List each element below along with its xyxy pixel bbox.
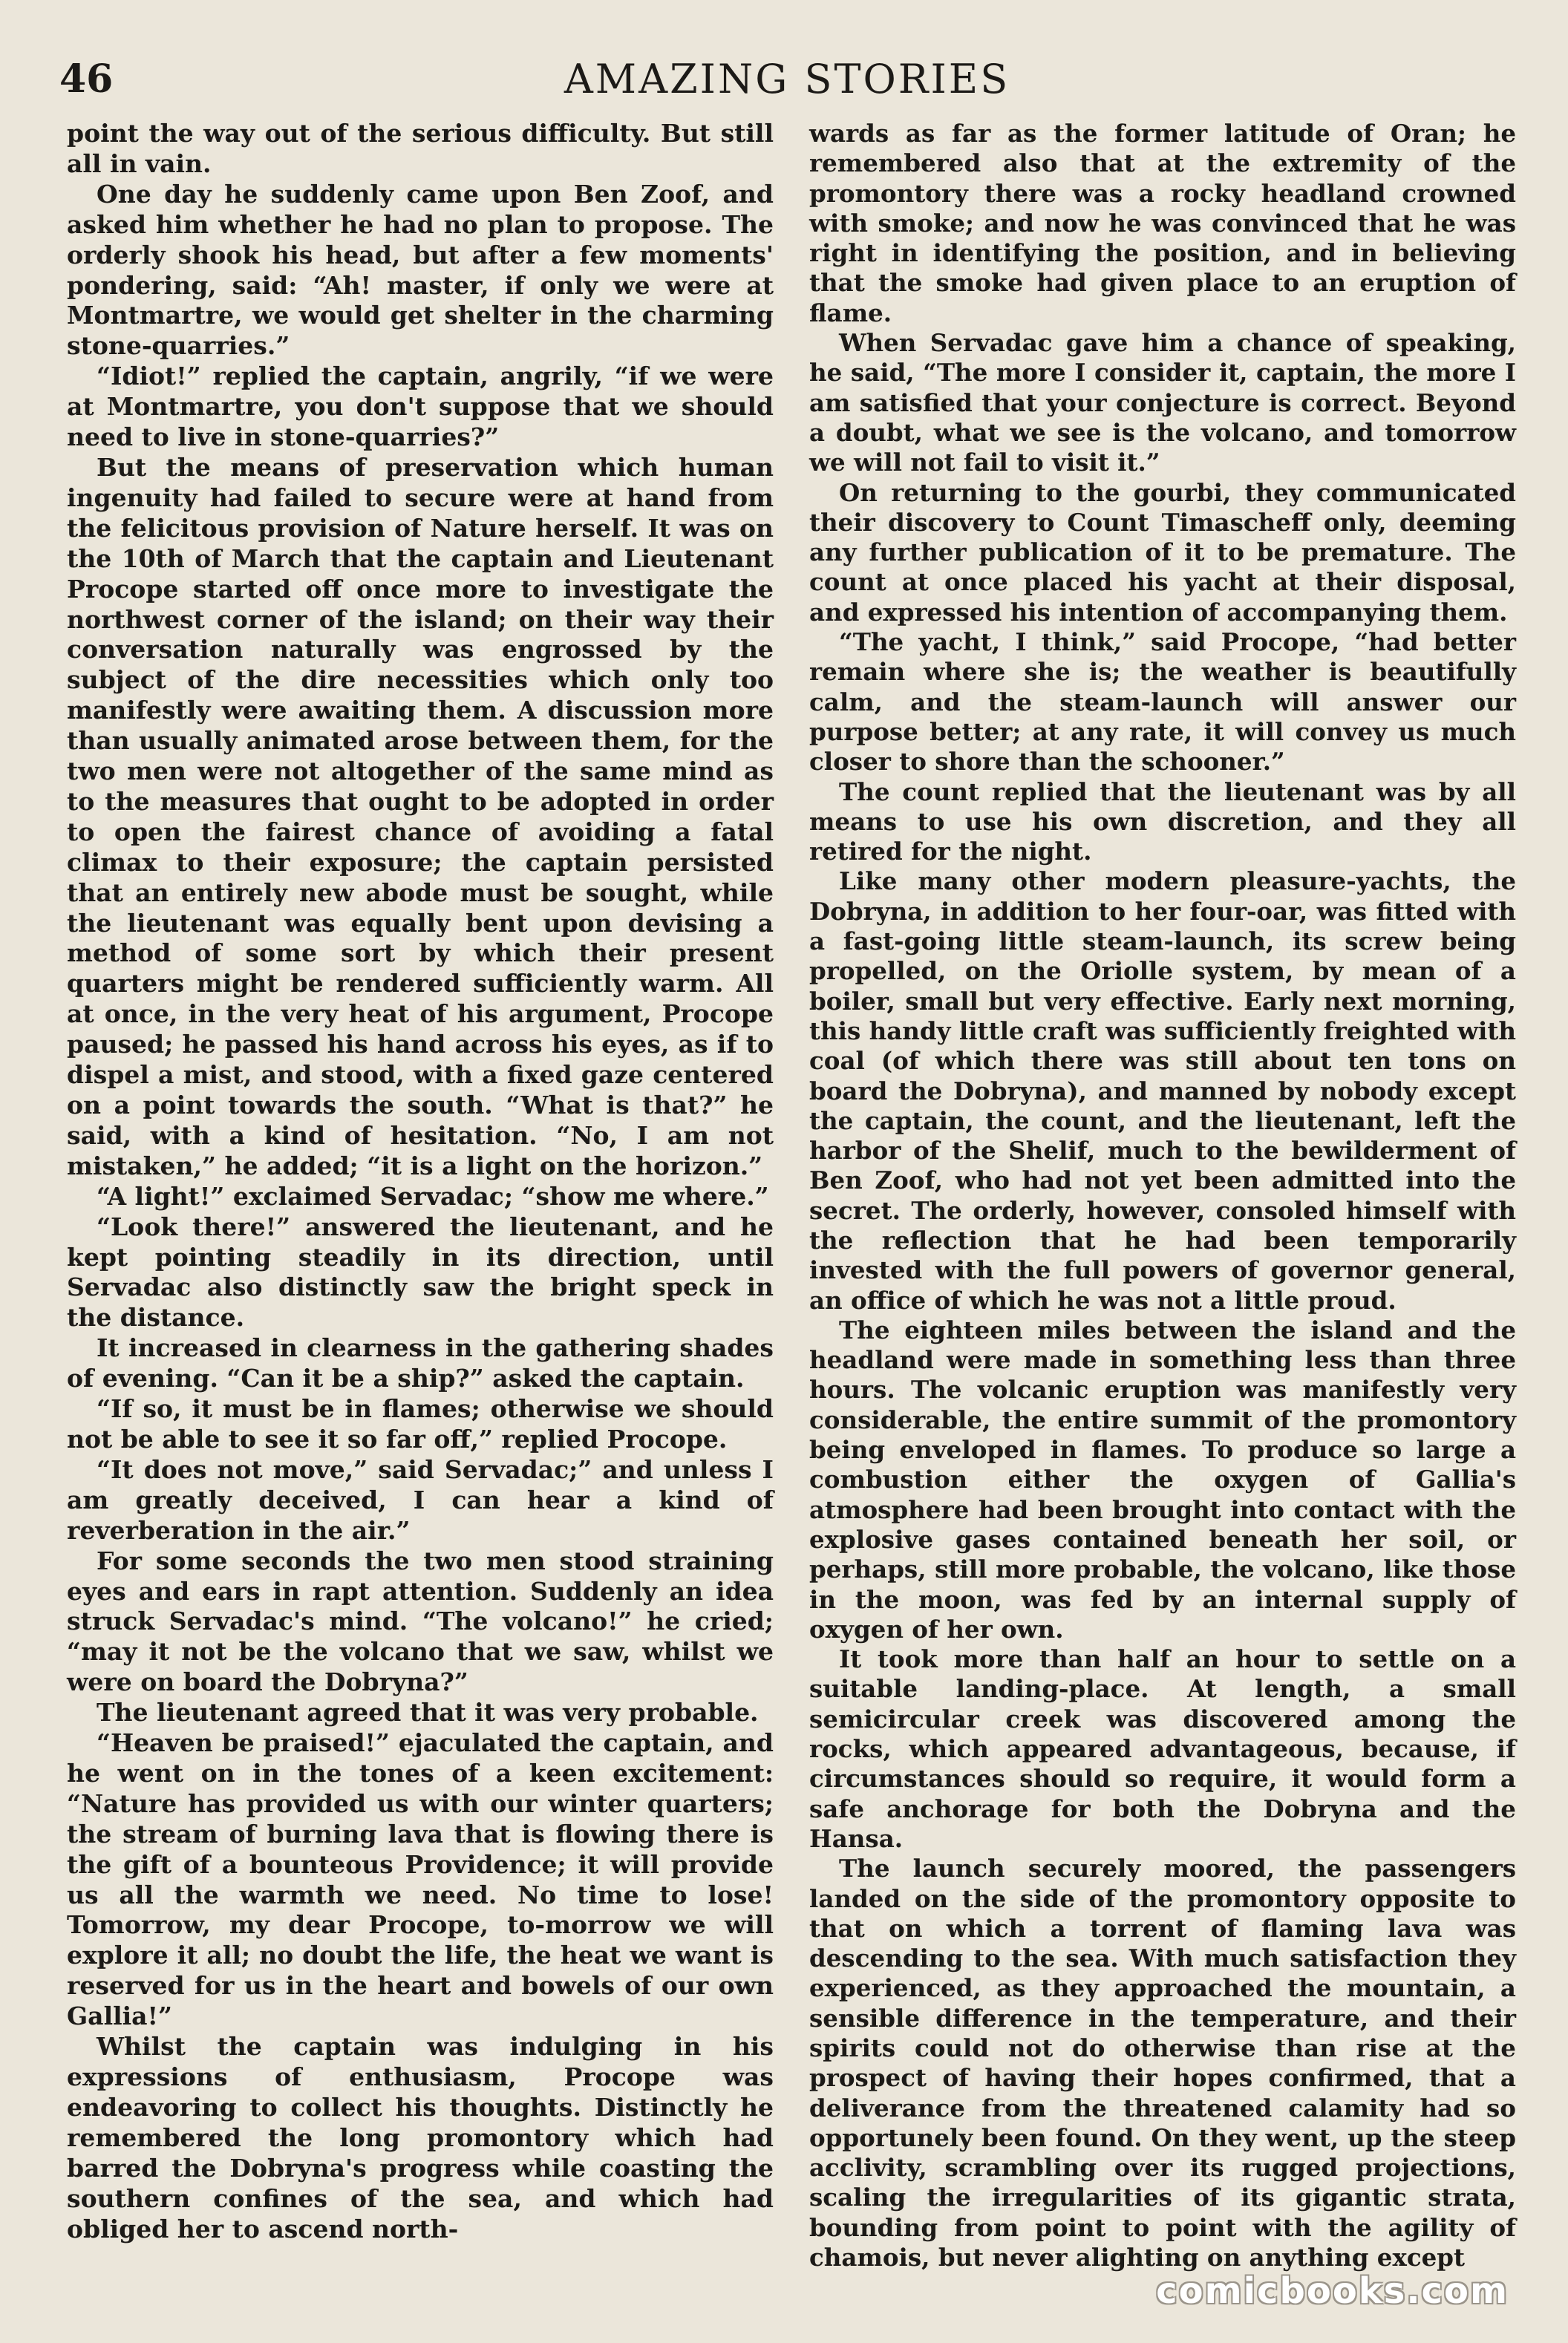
paragraph: “If so, it must be in flames; otherwise we should not be able to see it so far off,” replied Procope. — [67, 1394, 774, 1454]
paragraph: “Heaven be praised!” ejaculated the captain, and he went on in the tones of a keen excitement: “Nature has provided us with our winter quarters; the stream of burning lava that is flowing there is the gift of a bounteous Providence; it will provide us all the warmth we need. No time to lose! Tomorrow, my dear Procope, to-morrow we will explore it all; no doubt the life, the heat we want is reserved for us in the heart and bowels of our own Gallia!” — [67, 1728, 774, 2031]
left-text-column — [67, 119, 774, 2244]
paragraph: But the means of preservation which human ingenuity had failed to secure were at hand from the felicitous provision of Nature herself. It was on the 10th of March that the captain and Lieutenant Procope started off once more to investigate the northwest corner of the island; on their way their conversation naturally was engrossed by the subject of the dire necessities which only too manifestly were awaiting them. A discussion more than usually animated arose between them, for the two men were not altogether of the same mind as to the measures that ought to be adopted in order to open the fairest chance of avoiding a fatal climax to their exposure; the captain persisted that an entirely new abode must be sought, while the lieutenant was equally bent upon devising a method of some sort by which their present quarters might be rendered sufficiently warm. All at once, in the very heat of his argument, Procope paused; he passed his hand across his eyes, as if to dispel a mist, and stood, with a fixed gaze centered on a point towards the south. “What is that?” he said, with a kind of hesitation. “No, I am not mistaken,” he added; “it is a light on the horizon.” — [67, 452, 774, 1180]
running-head: AMAZING STORIES — [564, 56, 1010, 102]
paragraph: On returning to the gourbi, they communicated their discovery to Count Timascheff only, deeming any further publication of it to be premature. The count at once placed his yacht at their disposal, and expressed his intention of accompanying them. — [809, 477, 1516, 627]
paragraph: “A light!” exclaimed Servadac; “show me where.” — [97, 1181, 769, 1211]
paragraph: The lieutenant agreed that it was very probable. — [97, 1698, 759, 1728]
paragraph: The eighteen miles between the island and the headland were made in something less than three hours. The volcanic eruption was manifestly very considerable, the entire summit of the promontory being enveloped in flames. To produce so large a combustion either the oxygen of Gallia's atmosphere had been brought into contact with the explosive gases contained beneath her soil, or perhaps, still more probable, the volcano, like those in the moon, was fed by an internal supply of oxygen of her own. — [809, 1315, 1516, 1644]
paragraph: Like many other modern pleasure-yachts, the Dobryna, in addition to her four-oar, was fitted with a fast-going little steam-launch, its screw being propelled, on the Oriolle system, by mean of a boiler, small but very effective. Early next morning, this handy little craft was sufficiently freighted with coal (of which there was still about ten tons on board the Dobryna), and manned by nobody except the captain, the count, and the lieutenant, left the harbor of the Shelif, much to the bewilderment of Ben Zoof, who had not yet been admitted into the secret. The orderly, however, consoled himself with the reflection that he had been temporarily invested with the full powers of governor general, an office of which he was not a little proud. — [809, 866, 1516, 1315]
right-text-column — [809, 119, 1516, 2272]
paragraph: wards as far as the former latitude of Oran; he remembered also that at the extremity of the promontory there was a rocky headland crowned with smoke; and now he was convinced that he was right in identifying the position, and in believing that the smoke had given place to an eruption of flame. — [809, 119, 1516, 327]
paragraph: “It does not move,” said Servadac;” and unless I am greatly deceived, I can hear a kind of reverberation in the air.” — [67, 1454, 774, 1545]
paragraph: “Idiot!” replied the captain, angrily, “if we were at Montmartre, you don't suppose that we should need to live in stone-quarries?” — [67, 362, 774, 452]
paragraph: One day he suddenly came upon Ben Zoof, and asked him whether he had no plan to propose. The orderly shook his head, but after a few moments' pondering, said: “Ah! master, if only we were at Montmartre, we would get shelter in the charming stone-quarries.” — [67, 179, 774, 361]
page-number: 46 — [59, 56, 114, 102]
watermark: comicbooks.com — [1156, 2270, 1509, 2312]
paragraph: When Servadac gave him a chance of speaking, he said, “The more I consider it, captain, the more I am satisfied that your conjecture is correct. Beyond a doubt, what we see is the volcano, and tomorrow we will not fail to visit it.” — [809, 328, 1516, 477]
page-header — [52, 53, 1522, 105]
paragraph: The launch securely moored, the passengers landed on the side of the promontory opposite to that on which a torrent of flaming lava was descending to the sea. With much satisfaction they experienced, as they approached the mountain, a sensible difference in the temperature, and their spirits could not do otherwise than rise at the prospect of having their hopes confirmed, that a deliverance from the threatened calamity had so opportunely been found. On they went, up the steep acclivity, scrambling over its rugged projections, scaling the irregularities of its gigantic strata, bounding from point to point with the agility of chamois, but never alighting on anything except — [809, 1854, 1516, 2272]
paragraph: point the way out of the serious difficulty. But still all in vain. — [67, 119, 774, 178]
paragraph: Whilst the captain was indulging in his expressions of enthusiasm, Procope was endeavoring to collect his thoughts. Distinctly he remembered the long promontory which had barred the Dobryna's progress while coasting the southern confines of the sea, and which had obliged her to ascend north- — [67, 2032, 774, 2244]
paragraph: “The yacht, I think,” said Procope, “had better remain where she is; the weather is beautifully calm, and the steam-launch will answer our purpose better; at any rate, it will convey us much closer to shore than the schooner.” — [809, 627, 1516, 777]
paragraph: It increased in clearness in the gathering shades of evening. “Can it be a ship?” asked the captain. — [67, 1333, 774, 1393]
paragraph: For some seconds the two men stood straining eyes and ears in rapt attention. Suddenly an idea struck Servadac's mind. “The volcano!” he cried; “may it not be the volcano that we saw, whilst we were on board the Dobryna?” — [67, 1546, 774, 1697]
paragraph: The count replied that the lieutenant was by all means to use his own discretion, and they all retired for the night. — [809, 777, 1516, 866]
paragraph: “Look there!” answered the lieutenant, and he kept pointing steadily in its direction, until Servadac also distinctly saw the bright speck in the distance. — [67, 1212, 774, 1333]
paragraph: It took more than half an hour to settle on a suitable landing-place. At length, a small semicircular creek was discovered among the rocks, which appeared advantageous, because, if circumstances should so require, it would form a safe anchorage for both the Dobryna and the Hansa. — [809, 1644, 1516, 1853]
